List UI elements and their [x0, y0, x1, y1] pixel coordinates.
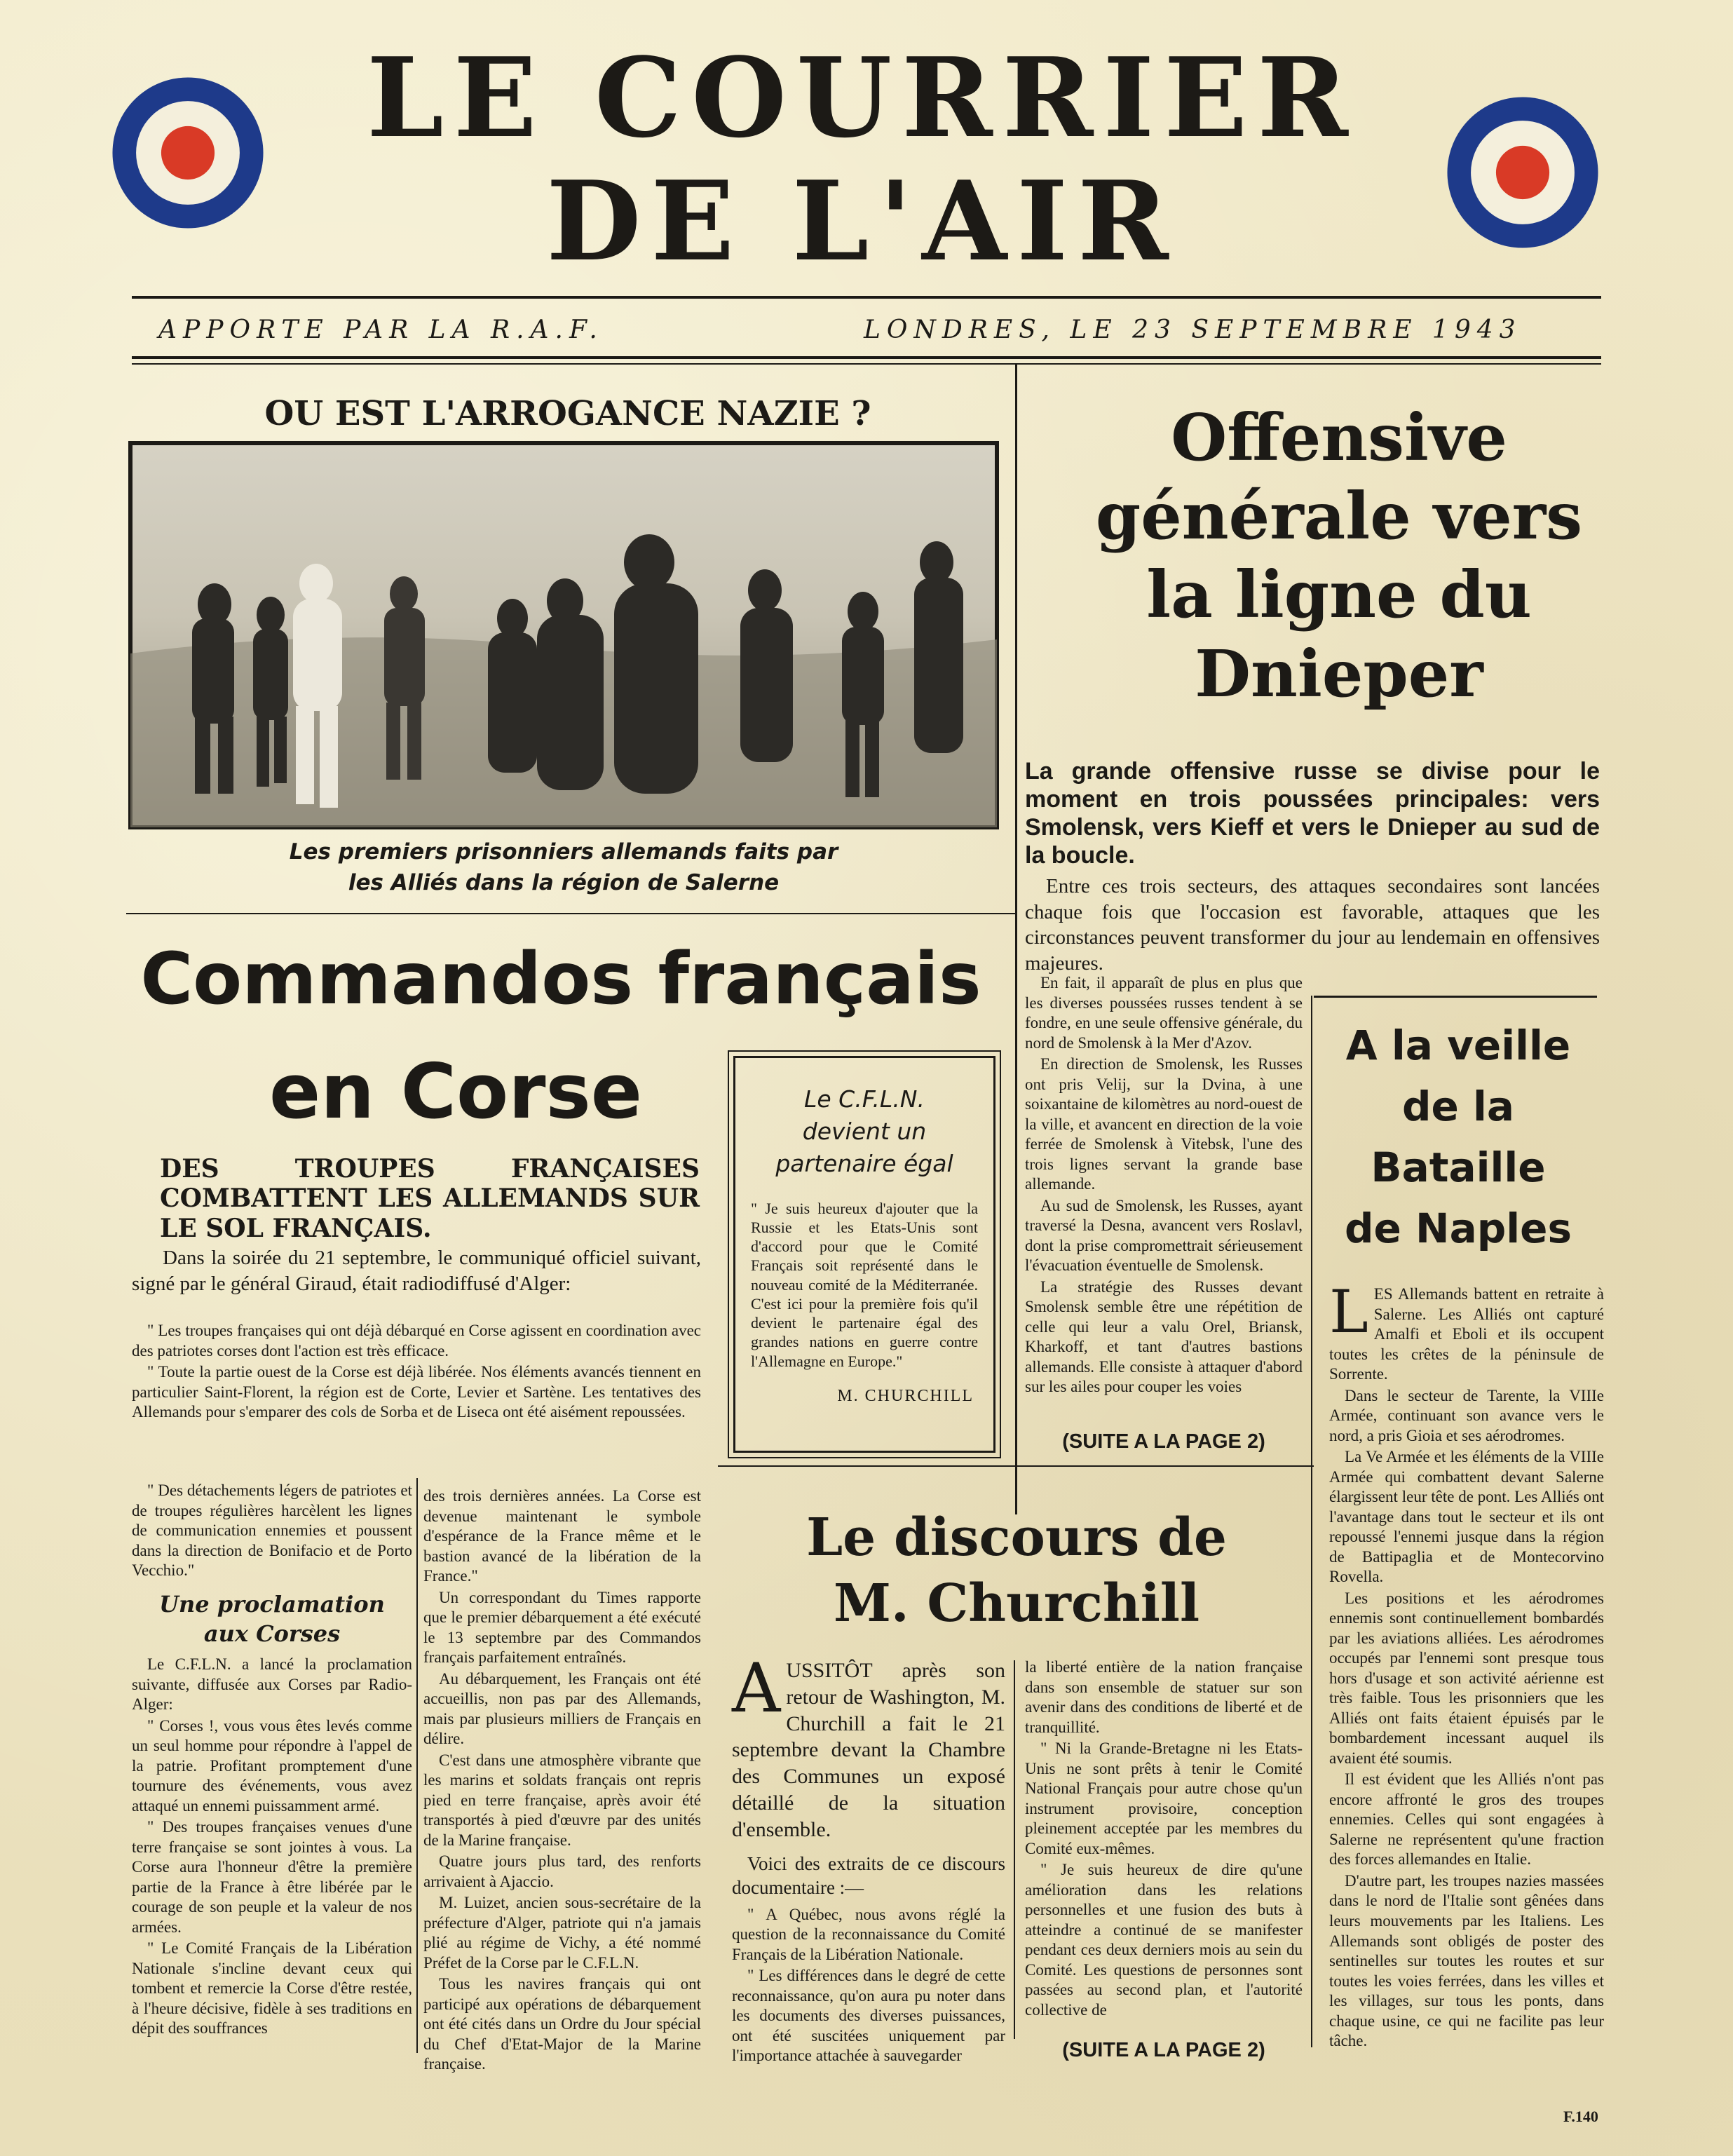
naples-headline-line: de Naples: [1345, 1205, 1572, 1252]
commandos-paragraph: " Des détachements légers de patriotes et de troupes régulières harcèlent les lignes de communication ennemies et poussent dans la direction de Bonifacio et de Porto Vecchio.": [132, 1482, 412, 1580]
churchill-column1: [732, 1649, 1005, 2065]
cfln-signature: M. CHURCHILL: [837, 1386, 974, 1405]
naples-paragraph: Il est évident que les Alliés n'ont pas encore affronté le gros des troupes ennemies. Celles qui sont engagées à Salerne ne représentent qu'une fraction des forces allemandes en Italie.: [1329, 1770, 1604, 1869]
churchill-paragraph: " A Québec, nous avons réglé la question de la reconnaissance du Comité Français de la Libération Nationale.: [732, 1905, 1005, 1963]
commandos-subhead: DES TROUPES FRANÇAISES COMBATTENT LES ALLEMANDS SUR LE SOL FRANÇAIS.: [160, 1154, 700, 1243]
churchill-lead-block: [732, 1649, 1005, 1843]
commandos-column3: [423, 1486, 701, 2073]
masthead-rule-bottom-thin: [132, 363, 1601, 365]
footer-code: F.140: [1563, 2108, 1598, 2125]
naples-headline-line: A la veille: [1345, 1022, 1571, 1069]
photo-caption-line1: Les premiers prisonniers allemands faits par: [289, 839, 838, 865]
raf-roundel-left-icon: [109, 74, 266, 231]
proclamation-paragraph: Le C.F.L.N. a lancé la proclamation suivante, diffusée aux Corses par Radio-Alger:: [132, 1655, 412, 1714]
photo-caption-line2: les Alliés dans la région de Salerne: [348, 870, 780, 895]
offensive-paragraph: Au sud de Smolensk, les Russes, ayant traversé la Desna, avancent vers Roslavl, dont la prise compromettrait sérieusement l'évacuation éventuelle de Smolensk.: [1025, 1196, 1303, 1275]
masthead-date: LONDRES, LE 23 SEPTEMBRE 1943: [864, 316, 1522, 344]
commandos-col3-paragraph: Quatre jours plus tard, des renforts arrivaient à Ajaccio.: [423, 1852, 701, 1890]
offensive-body: [1025, 973, 1303, 1415]
naples-headline-line: Bataille: [1371, 1144, 1546, 1191]
commandos-headline-line1: Commandos français: [140, 937, 981, 1021]
commandos-col3-paragraph: Au débarquement, les Français ont été accueillis, non pas par des Allemands, mais par plusieurs milliers de Français en délire.: [423, 1669, 701, 1748]
offensive-headline-line: générale vers: [1095, 478, 1583, 555]
offensive-headline-line: Offensive: [1171, 400, 1507, 475]
cfln-title-line1: Le C.F.L.N.: [804, 1085, 925, 1113]
churchill-col2-paragraph: la liberté entière de la nation française dans son ensemble de statuer sur son avenir dans des conditions de liberté et de tranquillité.: [1025, 1658, 1303, 1736]
churchill-headline-line2: M. Churchill: [833, 1573, 1200, 1634]
naples-first-text: ES Allemands battent en retraite à Salerne. Les Alliés ont capturé Amalfi et Eboli et ils occupent toutes les crêtes de la péninsule de Sorrente.: [1329, 1285, 1604, 1383]
commandos-paragraph: " Les troupes françaises qui ont déjà débarqué en Corse agissent en coordination avec des patriotes corses dont l'action est très efficace.: [132, 1322, 701, 1360]
section-divider-churchill: [718, 1465, 1314, 1467]
masthead-title-line1: LE COURRIER: [367, 34, 1358, 162]
offensive-headline-line: la ligne du: [1146, 557, 1532, 633]
naples-paragraph: Dans le secteur de Tarente, la VIIIe Armée, continuant son avance vers le nord, a pris Gioia et ses aérodromes.: [1329, 1386, 1604, 1444]
churchill-continued: (SUITE A LA PAGE 2): [1062, 2039, 1265, 2061]
naples-dropcap: L: [1329, 1277, 1368, 1346]
churchill-lead: USSITÔT après son retour de Washington, M. Churchill a fait le 21 septembre devant la Chambre des Communes un exposé détaillé de la situation d'ensemble.: [732, 1659, 1005, 1841]
cfln-box: [733, 1056, 995, 1453]
commandos-paragraph: " Toute la partie ouest de la Corse est déjà libérée. Nos éléments avancés tiennent en particulier Saint-Florent, la région est de Corte, Levier et Sartène. Les tentatives des Allemands pour s'emparer des cols de Sorba et de Liseca ont été aisément repoussées.: [132, 1363, 701, 1421]
masthead-rule-top: [132, 296, 1601, 299]
proclamation-paragraph: " Corses !, vous vous êtes levés comme un seul homme pour répondre à l'appel de la patrie. Profitant promptement d'une tournure des événements, vous avez attaqué un ennemi puissamment armé.: [132, 1716, 412, 1815]
commandos-col3-paragraph: Un correspondant du Times rapporte que le premier débarquement a été exécuté le 13 septembre par des Commandos français parfaitement entraînés.: [423, 1588, 701, 1667]
churchill-headline-line1: Le discours de: [806, 1507, 1227, 1568]
proclamation-title-line2: aux Corses: [203, 1620, 341, 1647]
commandos-col3-paragraph: Tous les navires français qui ont participé aux opérations de débarquement ont été cités dans un Ordre du Jour spécial du Chef d'Etat-Major de la Marine française.: [423, 1975, 701, 2073]
photo-headline: OU EST L'ARROGANCE NAZIE ?: [264, 394, 871, 433]
cfln-quote: " Je suis heureux d'ajouter que la Russie et les Etats-Unis sont d'accord pour que le Comité Français soit représenté dans le nouveau comité de la Méditerranée. C'est ici pour la première fois qu'il devient le partenaire égal des grandes nations en guerre contre l'Allemagne en Europe.": [751, 1199, 978, 1370]
proclamation-paragraph: " Des troupes françaises venues d'une terre française se sont jointes à vous. La Corse aura l'honneur d'être la première partie de la France à être libérée par le courage de son peuple et la valeur de nos armées.: [132, 1818, 412, 1936]
naples-top-rule: [1314, 996, 1597, 1005]
offensive-headline-line: Dnieper: [1195, 635, 1483, 712]
churchill-column2: [1025, 1657, 1303, 2036]
offensive-paragraph: En direction de Smolensk, les Russes ont pris Velij, sur la Dvina, à une soixantaine de kilomètres au nord-ouest de la ville, et avancent en direction de la voie ferrée de Smolensk à Vitebsk, l'une des trois lignes servant la grande base allemande.: [1025, 1055, 1303, 1193]
naples-paragraph: La Ve Armée et les éléments de la VIIIe Armée qui combattent devant Salerne élargissent leur tête de pont. Les Alliés ont l'avantage dans tout le secteur et ils ont repoussé l'ennemi jusque dans la région de Battipaglia et de Montecorvino Rovella.: [1329, 1448, 1604, 1586]
masthead-title-line2: DE L'AIR: [546, 157, 1178, 285]
offensive-lead: La grande offensive russe se divise pour le moment en trois poussées principales: vers Smolensk, vers Kieff et vers le Dnieper au sud de la boucle.: [1025, 758, 1600, 869]
proclamation-paragraph: " Le Comité Français de la Libération Nationale s'incline devant ceux qui tombent et remercie la Corse d'être restée, à l'heure décisive, fidèle à ses traditions en dépit des souffrances: [132, 1939, 412, 2038]
commandos-col3-paragraph: C'est dans une atmosphère vibrante que les marins et soldats français ont repris pied en terre française, après avoir été transportés à pied d'œuvre par des unités de la Marine française.: [423, 1751, 701, 1849]
churchill-col2-paragraph: " Ni la Grande-Bretagne ni les Etats-Unis ne sont prêts à tenir le Comité National Français pour autre chose qu'un instrument provisoire, conception pleinement acceptée par les membres du Comité eux-mêmes.: [1025, 1740, 1303, 1857]
churchill-paragraph: " Les différences dans le degré de cette reconnaissance, qu'on aura pu noter dans les documents des diverses puissances, ont été suscitées uniquement par l'importance attachée à sauvegarder: [732, 1967, 1005, 2065]
naples-paragraph: Les positions et les aérodromes ennemis sont continuellement bombardés par les aviations alliées. Les aérodromes occupés par l'ennemi sont presque tous hors d'usage et son activité aérienne est très faible. Tous les prisonniers que les Alliés ont faits étaient épuisés par le bombardement incessant auquel ils avaient été soumis.: [1329, 1589, 1604, 1767]
cfln-title-line2: devient un: [802, 1118, 927, 1146]
churchill-column-rule: [1014, 1660, 1015, 2039]
offensive-continued: (SUITE A LA PAGE 2): [1062, 1430, 1265, 1453]
churchill-extracts: [732, 1905, 1005, 2066]
commandos-body: [132, 1321, 701, 1482]
prisoners-photo: [130, 443, 997, 827]
commandos-column-rule: [416, 1478, 418, 2053]
masthead-tagline: APPORTE PAR LA R.A.F.: [158, 316, 604, 344]
section-divider-photo: [126, 913, 1015, 914]
proclamation-title-line1: Une proclamation: [159, 1591, 385, 1618]
offensive-paragraph: En fait, il apparaît de plus en plus que les diverses poussées russes tendent à se fondre, en une seule offensive générale, du nord de Smolensk à la Mer d'Azov.: [1025, 974, 1303, 1052]
commandos-body-tail: [132, 1481, 412, 1580]
offensive-paragraph: La stratégie des Russes devant Smolensk semble être une répétition de celle qui leur a valu Orel, Briansk, Kharkoff, et tant d'autres bastions allemands. Elle consiste à attaquer d'abord sur les ailes pour couper les voies: [1025, 1277, 1303, 1396]
commandos-intro: Dans la soirée du 21 septembre, le communiqué officiel suivant, signé par le général Giraud, était radiodiffusé d'Alger:: [132, 1247, 701, 1295]
naples-paragraph: D'autre part, les troupes nazies massées dans le nord de l'Italie sont gênées dans leurs mouvements par les Italiens. Les Allemands sont obligés de poster des sentinelles sur toutes les routes et sur toutes les voies ferrées, dans les villes et les villages, sur tous les ponts, dans chaque usine, ce qui ne facilite pas leur tâche.: [1329, 1871, 1604, 2050]
naples-first-paragraph: [1329, 1277, 1604, 1385]
naples-body: [1329, 1277, 1604, 2070]
column-divider-naples: [1311, 996, 1312, 2047]
churchill-intro: Voici des extraits de ce discours documentaire :—: [732, 1852, 1005, 1898]
naples-headline: [1318, 1015, 1598, 1259]
masthead-rule-bottom: [132, 356, 1601, 359]
offensive-intro: Entre ces trois secteurs, des attaques secondaires sont lancées chaque fois que l'occasion est favorable, attaques que les circonstances peuvent transformer du jour au lendemain en offensives majeures.: [1025, 875, 1600, 975]
commandos-headline-line2: en Corse: [269, 1048, 642, 1136]
cfln-title: [735, 1083, 993, 1181]
commandos-col3-paragraph: M. Luizet, ancien sous-secrétaire de la préfecture d'Alger, patriote qui n'a jamais plié au régime de Vichy, a été nommé Préfet de la Corse par le C.F.L.N.: [423, 1894, 701, 1972]
churchill-col2-paragraph: " Je suis heureux de dire qu'une amélioration dans les relations personnelles et une fusion des buts à atteindre a continué de se manifester pendant ces deux derniers mois au sein du Comité. Les questions de personnes sont passées au second plan, et l'autorité collective de: [1025, 1861, 1303, 2019]
churchill-dropcap: A: [732, 1649, 781, 1728]
raf-roundel-right-icon: [1444, 94, 1601, 251]
proclamation-body: [132, 1655, 412, 2061]
commandos-col3-paragraph: des trois dernières années. La Corse est devenue maintenant le symbole d'espérance de la France même et le bastion avancé de la libération de la France.": [423, 1487, 701, 1585]
proclamation-title: [132, 1590, 412, 1648]
naples-headline-line: de la: [1401, 1083, 1515, 1130]
cfln-title-line3: partenaire égal: [775, 1150, 953, 1178]
offensive-headline: [1024, 398, 1654, 713]
